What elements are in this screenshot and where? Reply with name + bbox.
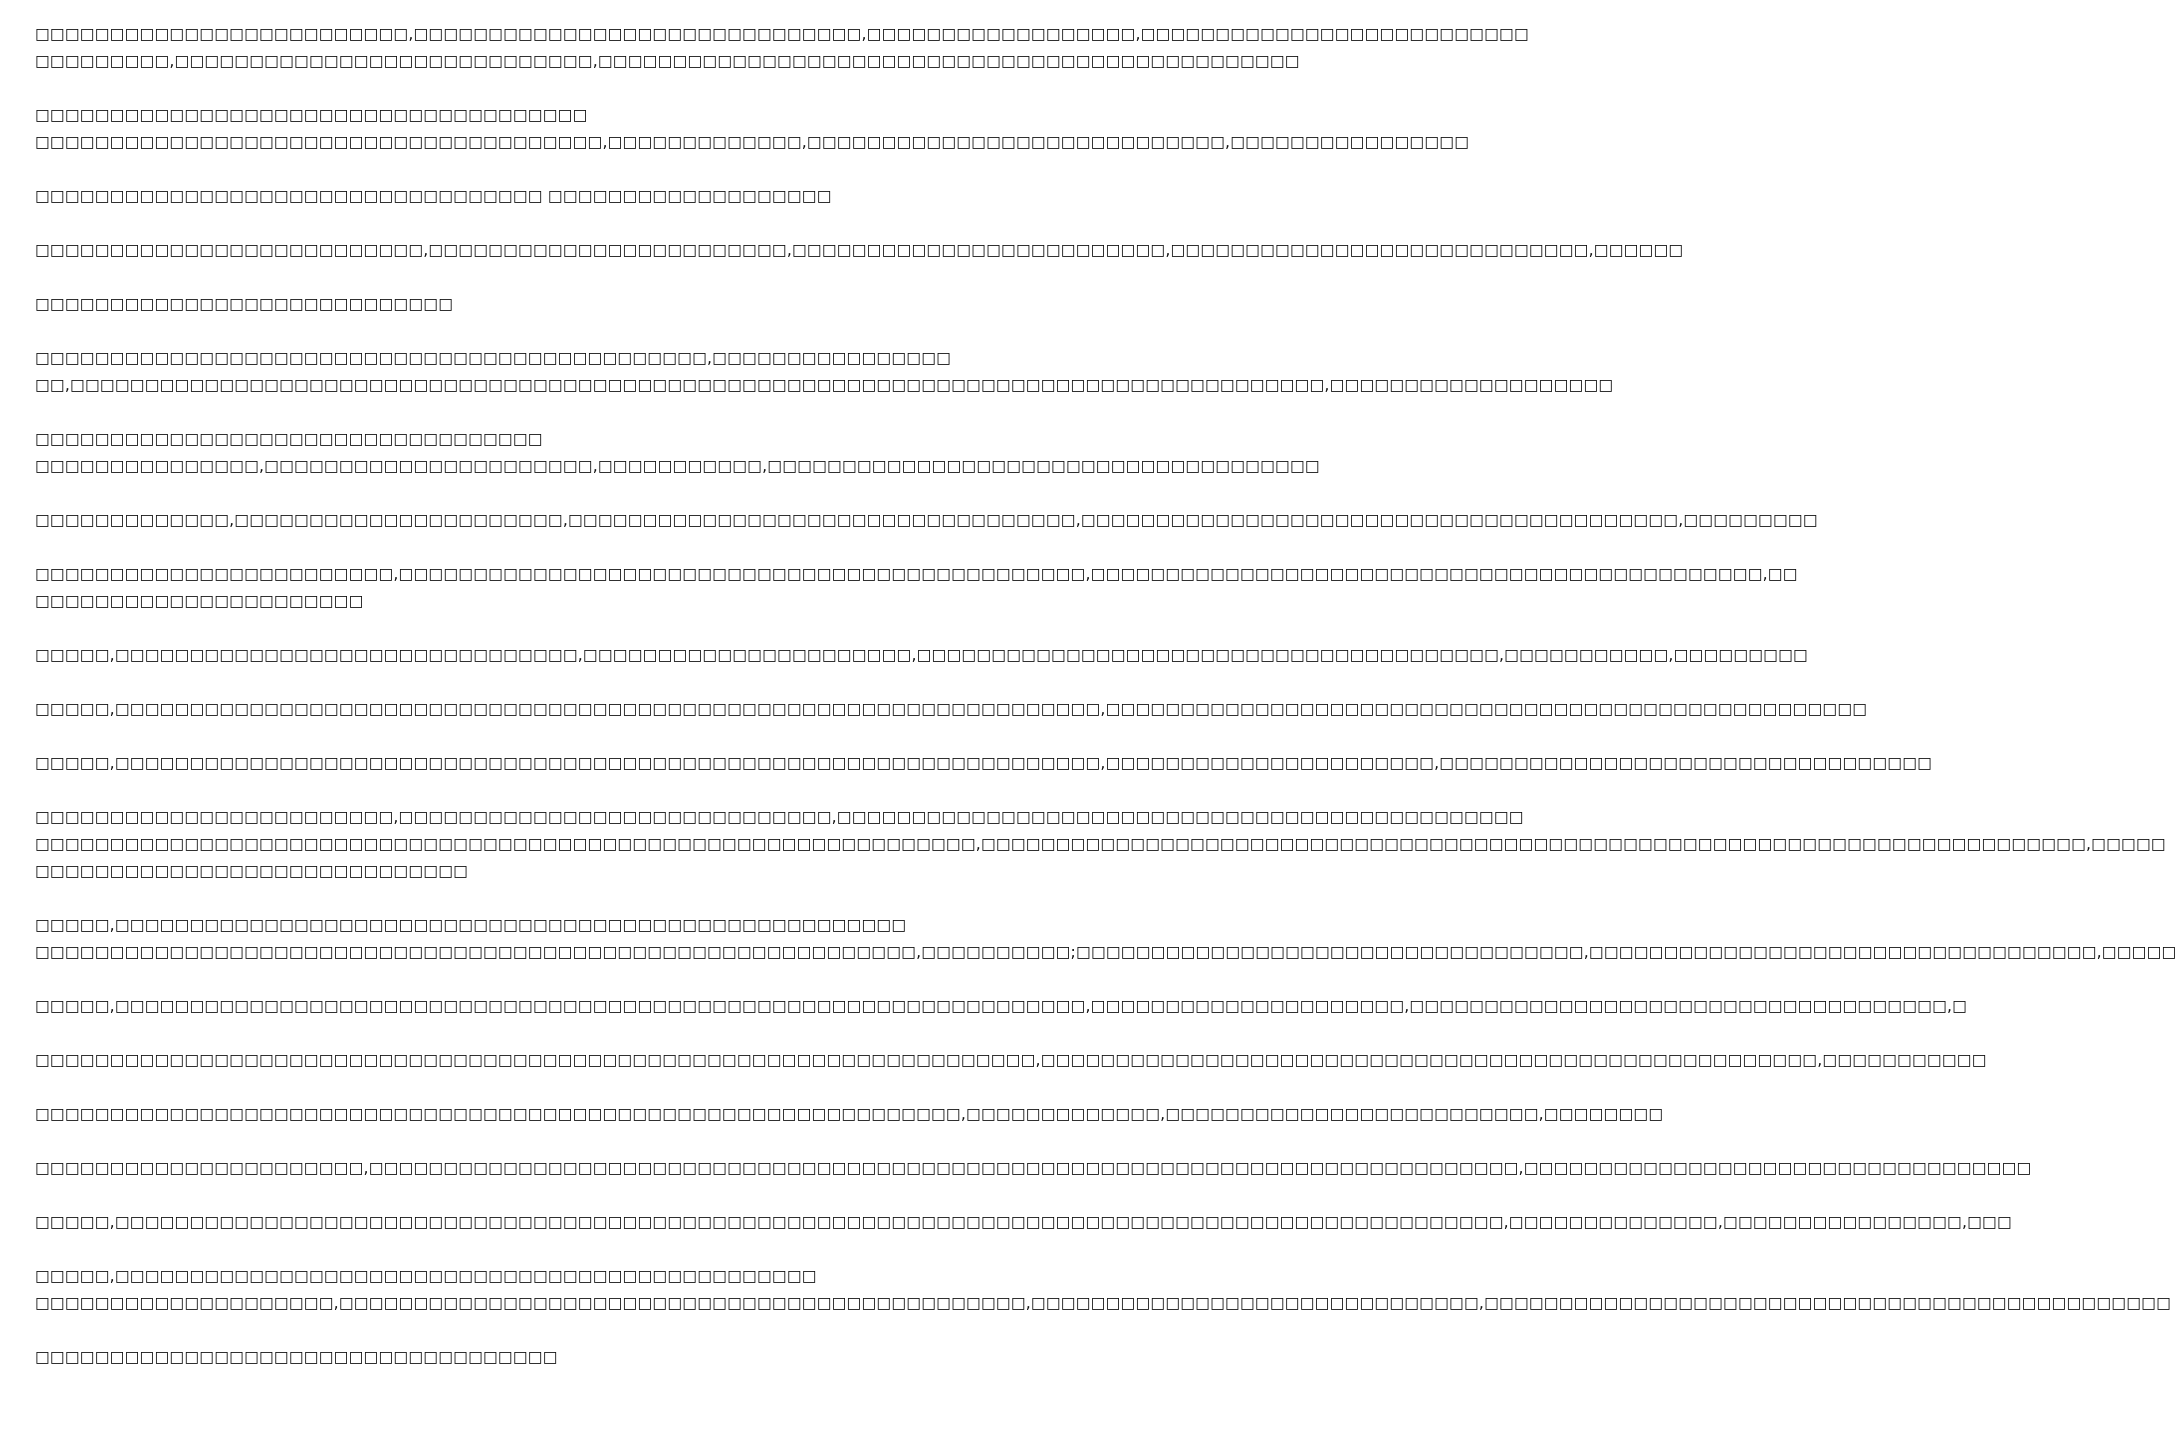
text-line: □□□□□□□□□□□□□□□□□□□□□□□□□□□□□□□□□□□□□□□□□□□□□□□□□□□□□□□□□□□□□□,□□□□□□□□□□□□□,□□□□□□□□□□□□□□□□□□□□□□□□□,□□□□□□□□ bbox=[35, 1105, 1664, 1123]
text-line: □□,□□□□□□□□□□□□□□□□□□□□□□□□□□□□□□□□□□□□□□□□□□□□□□□□□□□□□□□□□□□□□□□□□□□□□□□□□□□□□□□□□□□□,□□□□□□□□□□□□□□□□□□□ bbox=[35, 376, 1614, 394]
paragraph bbox=[35, 291, 989, 318]
text-line: □□□□□□□□□□□□□□□□□□□□□□□□,□□□□□□□□□□□□□□□□□□□□□□□□□□□□□□□□□□□□□□□□□□□□□□,□□□□□□□□□□□□□□□□□□□□□□□□□□□□□□□□□□□□□□□□□□□□□,□□ bbox=[35, 565, 1798, 583]
text-line: □□□□□□□□□□□□□□□□□□□□□□□□□□□□□□□□□□ bbox=[35, 430, 543, 448]
paragraph bbox=[35, 642, 1808, 669]
text-line: □□□□□,□□□□□□□□□□□□□□□□□□□□□□□□□□□□□□□□□□□□□□□□□□□□□□□□□□□□□ bbox=[35, 916, 907, 934]
paragraph bbox=[35, 696, 1868, 723]
document-body bbox=[35, 21, 2176, 1398]
paragraph bbox=[35, 1344, 989, 1371]
paragraph bbox=[35, 750, 1933, 777]
text-line: □□□□□□□□□□□□□□□□□□□□□□,□□□□□□□□□□□□□□□□□□□□□□□□□□□□□□□□□□□□□□□□□□□□□□□□□□□□□□□□□□□□□□□□□□□□□□□□□□□□□,□□□□□□□□□□□□□□□□□□□□□□□□□□□□□□□□□□ bbox=[35, 1159, 2032, 1177]
text-line: □□□□□,□□□□□□□□□□□□□□□□□□□□□□□□□□□□□□□,□□□□□□□□□□□□□□□□□□□□□□,□□□□□□□□□□□□□□□□□□□□□□□□□□□□□□□□□□□□□□□,□□□□□□□□□□□,□□□□□□□□□ bbox=[35, 646, 1808, 664]
text-line: □□□□□□□□□□□□□□□□□□□□□□□□□,□□□□□□□□□□□□□□□□□□□□□□□□□□□□□□,□□□□□□□□□□□□□□□□□□,□□□□□□□□□□□□□□□□□□□□□□□□□□ bbox=[35, 25, 1529, 43]
text-line: □□□□□□□□□□□□□,□□□□□□□□□□□□□□□□□□□□□□,□□□□□□□□□□□□□□□□□□□□□□□□□□□□□□□□□□,□□□□□□□□□□□□□□□□□□□□□□□□□□□□□□□□□□□□□□□□,□□□□□□□□□ bbox=[35, 511, 1818, 529]
paragraph bbox=[35, 1101, 1664, 1128]
paragraph bbox=[35, 426, 1320, 480]
text-line: □□□□□,□□□□□□□□□□□□□□□□□□□□□□□□□□□□□□□□□□□□□□□□□□□□□□□□□□□□□□□□□□□□□□□□□□□□□□□□□□□□□□□□□□□□□□□□□□□□□,□□□□□□□□□□□□□□,□□□□□□□□□□□□□□□□,□□□ bbox=[35, 1213, 2012, 1231]
text-line: □□□□□,□□□□□□□□□□□□□□□□□□□□□□□□□□□□□□□□□□□□□□□□□□□□□□□□□□□□□□□□□□□□□□□□□,□□□□□□□□□□□□□□□□□□□□□,□□□□□□□□□□□□□□□□□□□□□□□□□□□□□□□□□□□□,□ bbox=[35, 997, 1968, 1015]
text-line: □□□□□□□□□□□□□□□□□□□□□□□□□□,□□□□□□□□□□□□□□□□□□□□□□□□,□□□□□□□□□□□□□□□□□□□□□□□□□,□□□□□□□□□□□□□□□□□□□□□□□□□□□□,□□□□□□ bbox=[35, 241, 1684, 259]
text-line: □□□□□□□□□□□□□□□□□□□□□□□□□□□□□□□□□□□□□□□□□□□□□□□□□□□□□□□□□□□□□□□,□□□□□□□□□□□□□□□□□□□□□□□□□□□□□□□□□□□□□□□□□□□□□□□□□□□□□□□□□□□□□□□□□□□□□□□□□□,□□□□□ bbox=[35, 835, 2166, 853]
text-line: □□□□□□□□□□□□□□□□□□□□□□ bbox=[35, 592, 364, 610]
paragraph bbox=[35, 993, 1968, 1020]
text-line: □□□□□□□□□□□□□□□□□□□□□□□□□□□□ bbox=[35, 295, 454, 313]
paragraph bbox=[35, 345, 1614, 399]
text-line: □□□□□□□□□□□□□□□□□□□□□□□□□□□□□□□□□□□□□□□□□□□□□□□□□□□□□□□□□□□,□□□□□□□□□□;□□□□□□□□□□□□□□□□□□□□□□□□□□□□□□□□□□,□□□□□□□□□□□□□□□□□□□□□□□□□□□□□□□□□□,□□□□□ bbox=[35, 943, 2176, 961]
text-line: □□□□□□□□□,□□□□□□□□□□□□□□□□□□□□□□□□□□□□,□□□□□□□□□□□□□□□□□□□□□□□□□□□□□□□□□□□□□□□□□□□□□□□ bbox=[35, 52, 1300, 70]
text-line: □□□□□□□□□□□□□□□□□□□□□□□□□□□□□□□□□□□□□□□□□□□□□□□□□□□□□□□□□□□□□□□□□□□,□□□□□□□□□□□□□□□□□□□□□□□□□□□□□□□□□□□□□□□□□□□□□□□□□□□□,□□□□□□□□□□□ bbox=[35, 1051, 1987, 1069]
paragraph bbox=[35, 237, 1684, 264]
text-line: □□□□□□□□□□□□□□□□□□□□□□□□□□□□□□□□□□□□□□□□□□□□□,□□□□□□□□□□□□□□□□ bbox=[35, 349, 952, 367]
text-line: □□□□□□□□□□□□□□□□□□□□□□□□,□□□□□□□□□□□□□□□□□□□□□□□□□□□□□,□□□□□□□□□□□□□□□□□□□□□□□□□□□□□□□□□□□□□□□□□□□□□□ bbox=[35, 808, 1524, 826]
text-line: □□□□□□□□□□□□□□□□□□□□□□□□□□□□□□□□□□ □□□□□□□□□□□□□□□□□□□ bbox=[35, 187, 832, 205]
text-line: □□□□□□□□□□□□□□□□□□□□□□□□□□□□□□□□□□□□□ bbox=[35, 106, 588, 124]
paragraph bbox=[35, 1263, 2172, 1317]
paragraph bbox=[35, 912, 2176, 966]
text-line: □□□□□□□□□□□□□□□,□□□□□□□□□□□□□□□□□□□□□□,□□□□□□□□□□□,□□□□□□□□□□□□□□□□□□□□□□□□□□□□□□□□□□□□□ bbox=[35, 457, 1320, 475]
text-line: □□□□□□□□□□□□□□□□□□□□□□□□□□□□□□□□□□□ bbox=[35, 1348, 558, 1366]
paragraph bbox=[35, 561, 1798, 615]
paragraph bbox=[35, 507, 1818, 534]
text-line: □□□□□□□□□□□□□□□□□□□□,□□□□□□□□□□□□□□□□□□□□□□□□□□□□□□□□□□□□□□□□□□□□□□,□□□□□□□□□□□□□□□□□□□□□□□□□□□□□□,□□□□□□□□□□□□□□□□□□□□□□□□□□□□□□□□□□□□□□□□□□□□□□ bbox=[35, 1294, 2172, 1312]
paragraph bbox=[35, 1047, 1987, 1074]
text-line: □□□□□,□□□□□□□□□□□□□□□□□□□□□□□□□□□□□□□□□□□□□□□□□□□□□□□□□□□□□□□□□□□□□□□□□□,□□□□□□□□□□□□□□□□□□□□□□,□□□□□□□□□□□□□□□□□□□□□□□□□□□□□□□□□ bbox=[35, 754, 1933, 772]
text-line: □□□□□,□□□□□□□□□□□□□□□□□□□□□□□□□□□□□□□□□□□□□□□□□□□□□□□□□□□□□□□□□□□□□□□□□□,□□□□□□□□□□□□□□□□□□□□□□□□□□□□□□□□□□□□□□□□□□□□□□□□□□□ bbox=[35, 700, 1868, 718]
paragraph bbox=[35, 21, 1529, 75]
paragraph bbox=[35, 183, 989, 210]
text-line: □□□□□,□□□□□□□□□□□□□□□□□□□□□□□□□□□□□□□□□□□□□□□□□□□□□□□ bbox=[35, 1267, 817, 1285]
paragraph bbox=[35, 102, 1470, 156]
paragraph bbox=[35, 1209, 2012, 1236]
text-line: □□□□□□□□□□□□□□□□□□□□□□□□□□□□□ bbox=[35, 862, 469, 880]
paragraph bbox=[35, 804, 2166, 885]
paragraph bbox=[35, 1155, 2032, 1182]
text-line: □□□□□□□□□□□□□□□□□□□□□□□□□□□□□□□□□□□□□□,□□□□□□□□□□□□□,□□□□□□□□□□□□□□□□□□□□□□□□□□□□,□□□□□□□□□□□□□□□□ bbox=[35, 133, 1470, 151]
